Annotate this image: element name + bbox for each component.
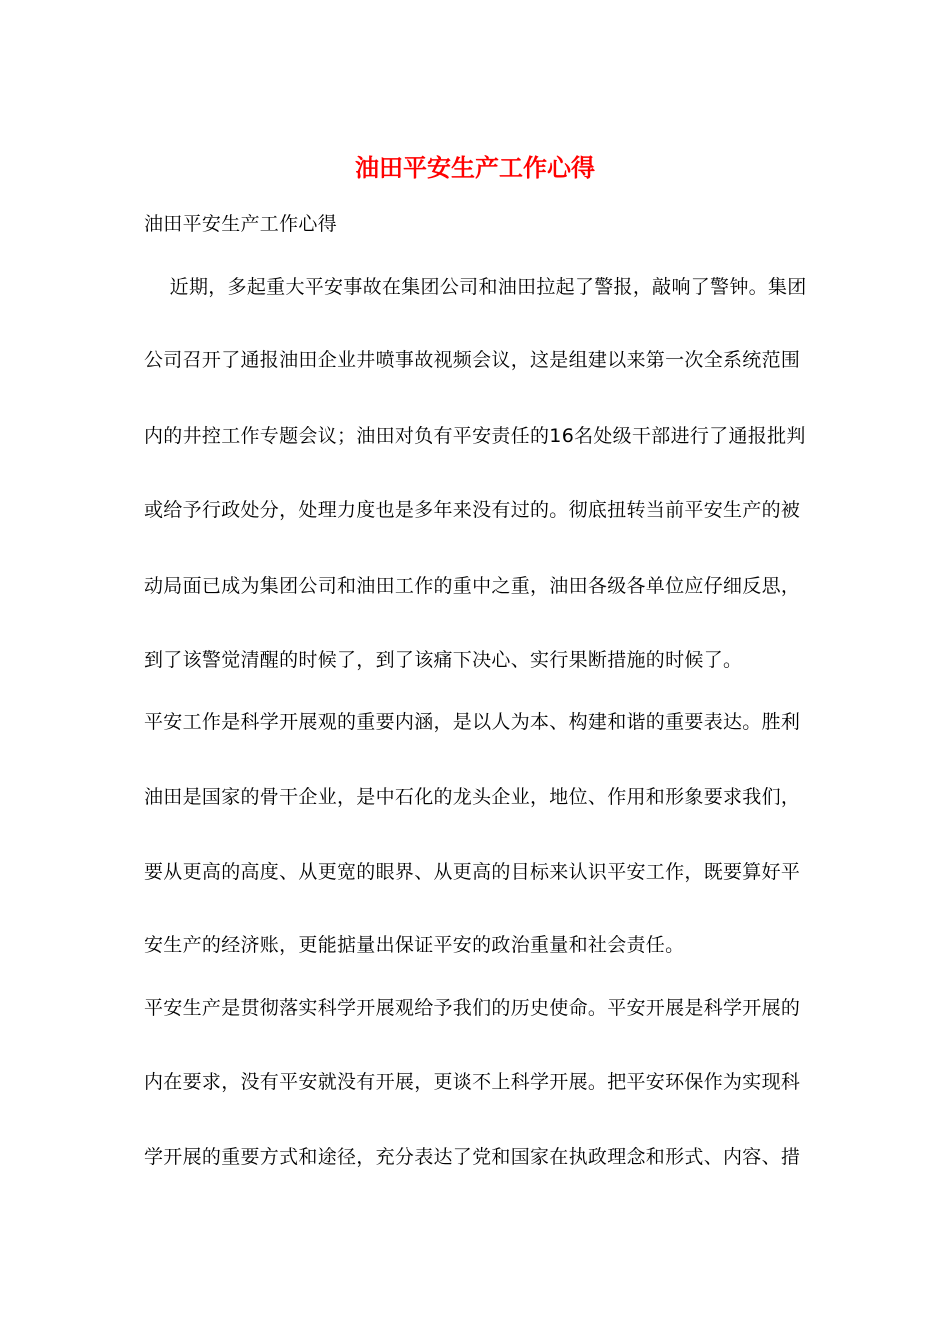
body-line: 近期，多起重大平安事故在集团公司和油田拉起了警报，敲响了警钟。集团 (144, 276, 807, 298)
body-line: 平安生产是贯彻落实科学开展观给予我们的历史使命。平安开展是科学开展的 (144, 997, 801, 1019)
body-line: 动局面已成为集团公司和油田工作的重中之重，油田各级各单位应仔细反思， (144, 575, 801, 597)
body-line: 或给予行政处分，处理力度也是多年来没有过的。彻底扭转当前平安生产的被 (144, 499, 801, 521)
document-subtitle: 油田平安生产工作心得 (144, 213, 338, 235)
body-line: 学开展的重要方式和途径，充分表达了党和国家在执政理念和形式、内容、措 (144, 1146, 801, 1168)
body-line: 内在要求，没有平安就没有开展，更谈不上科学开展。把平安环保作为实现科 (144, 1071, 801, 1093)
body-line: 要从更高的高度、从更宽的眼界、从更高的目标来认识平安工作，既要算好平 (144, 861, 801, 883)
body-line: 安生产的经济账，更能掂量出保证平安的政治重量和社会责任。 (144, 934, 685, 956)
body-line: 油田是国家的骨干企业，是中石化的龙头企业，地位、作用和形象要求我们， (144, 786, 801, 808)
body-line: 平安工作是科学开展观的重要内涵，是以人为本、构建和谐的重要表达。胜利 (144, 711, 801, 733)
body-line: 内的井控工作专题会议；油田对负有平安责任的16名处级干部进行了通报批判 (144, 425, 806, 447)
document-title: 油田平安生产工作心得 (355, 153, 595, 182)
body-line: 公司召开了通报油田企业井喷事故视频会议，这是组建以来第一次全系统范围 (144, 349, 801, 371)
body-line: 到了该警觉清醒的时候了，到了该痛下决心、实行果断措施的时候了。 (144, 649, 743, 671)
